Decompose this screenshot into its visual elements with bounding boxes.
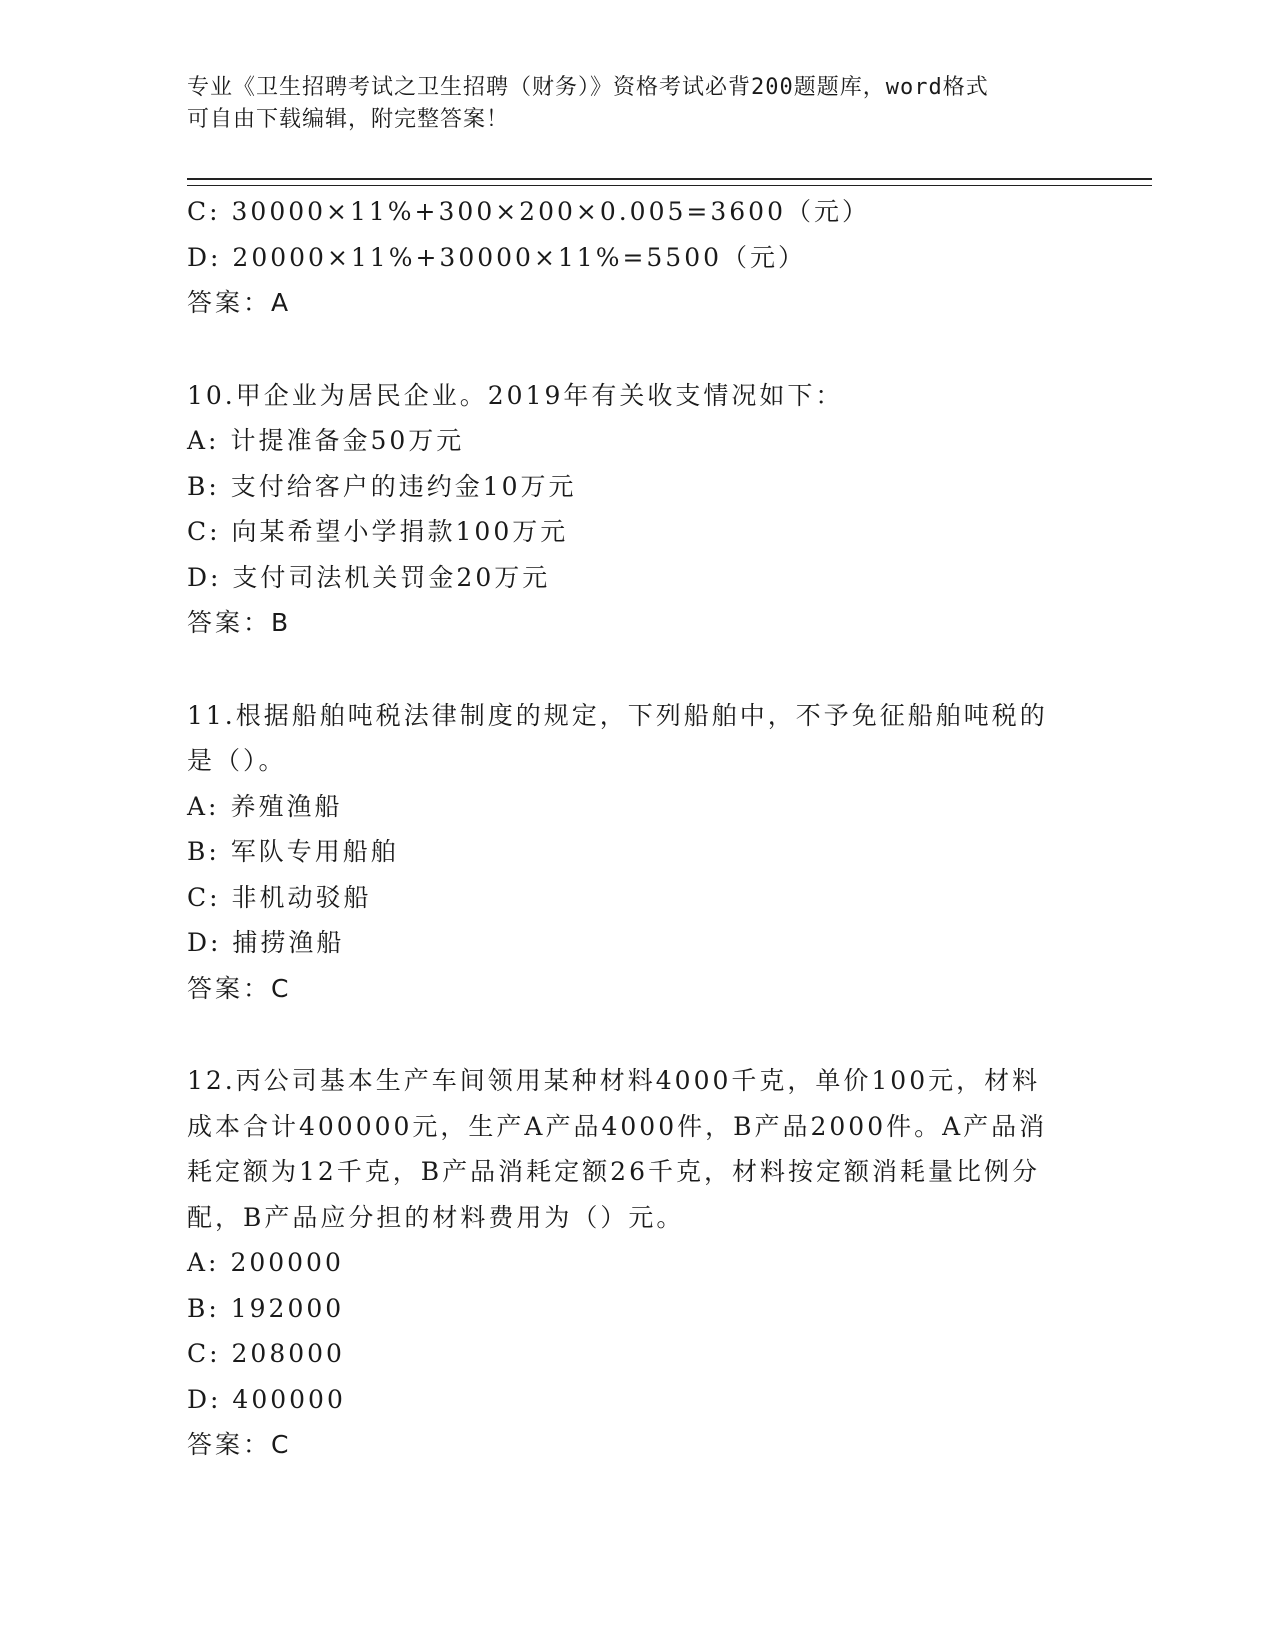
option-text: 200000 bbox=[230, 1248, 344, 1277]
option-text: 208000 bbox=[231, 1339, 345, 1368]
option-text: 捕捞渔船 bbox=[232, 928, 345, 957]
option-d bbox=[187, 920, 1087, 966]
question-stem: 10.甲企业为居民企业。2019年有关收支情况如下： bbox=[187, 380, 844, 410]
option-label: D: bbox=[187, 928, 222, 957]
option-b bbox=[187, 1286, 1087, 1332]
question-stem: 11.根据船舶吨税法律制度的规定，下列船舶中，不予免征船舶吨税的 bbox=[187, 700, 1048, 730]
header-title-line-1: 专业《卫生招聘考试之卫生招聘（财务）》资格考试必背200题题库，word格式 bbox=[187, 75, 989, 100]
option-a bbox=[187, 1240, 1087, 1286]
answer-line: 答案：A bbox=[187, 288, 292, 317]
question-12 bbox=[187, 1058, 1087, 1468]
option-c bbox=[187, 1331, 1087, 1377]
header-title-line-2: 可自由下载编辑，附完整答案！ bbox=[187, 107, 510, 132]
option-text: 30000×11%+300×200×0.005=3600（元） bbox=[231, 197, 870, 226]
option-label: B: bbox=[187, 1293, 220, 1323]
question-stem: 是（）。 bbox=[187, 746, 287, 775]
option-text: 计提准备金50万元 bbox=[230, 426, 465, 455]
question-stem: 成本合计400000元，生产A产品4000件，B产品2000件。A产品消 bbox=[187, 1111, 1048, 1141]
option-label: C: bbox=[187, 517, 221, 546]
option-b bbox=[187, 829, 1087, 875]
question-list bbox=[187, 189, 1087, 1468]
option-label: C: bbox=[187, 197, 221, 226]
option-text: 192000 bbox=[230, 1293, 345, 1323]
answer-line: 答案：C bbox=[187, 1430, 292, 1459]
option-text: 养殖渔船 bbox=[230, 791, 343, 821]
option-label: A: bbox=[187, 791, 220, 821]
document-header bbox=[187, 72, 1067, 136]
previous-question-tail bbox=[187, 189, 1087, 326]
option-text: 20000×11%+30000×11%=5500（元） bbox=[232, 242, 807, 272]
option-d bbox=[187, 1377, 1087, 1423]
option-label: A: bbox=[187, 426, 220, 455]
option-text: 支付给客户的违约金10万元 bbox=[230, 471, 577, 501]
option-text: 向某希望小学捐款100万元 bbox=[231, 517, 569, 546]
option-c bbox=[187, 509, 1087, 555]
option-text: 军队专用船舶 bbox=[230, 837, 399, 866]
answer-line: 答案：B bbox=[187, 608, 292, 637]
answer-line: 答案：C bbox=[187, 973, 292, 1003]
option-text: 支付司法机关罚金20万元 bbox=[232, 562, 551, 592]
option-d bbox=[187, 555, 1087, 601]
option-label: C: bbox=[187, 1339, 221, 1368]
option-c bbox=[187, 875, 1087, 921]
option-label: D: bbox=[187, 1384, 222, 1414]
question-11 bbox=[187, 693, 1087, 1012]
option-c bbox=[187, 189, 1087, 235]
option-a bbox=[187, 784, 1087, 830]
question-stem: 耗定额为12千克，B产品消耗定额26千克，材料按定额消耗量比例分 bbox=[187, 1157, 1040, 1186]
question-10 bbox=[187, 373, 1087, 646]
question-stem: 配，B产品应分担的材料费用为（）元。 bbox=[187, 1202, 685, 1232]
header-divider bbox=[187, 178, 1152, 186]
option-b bbox=[187, 464, 1087, 510]
option-text: 非机动驳船 bbox=[231, 882, 372, 912]
option-label: D: bbox=[187, 562, 222, 592]
option-label: D: bbox=[187, 242, 222, 272]
question-stem: 12.丙公司基本生产车间领用某种材料4000千克，单价100元，材料 bbox=[187, 1066, 1041, 1095]
option-d bbox=[187, 235, 1087, 281]
option-a bbox=[187, 418, 1087, 464]
option-text: 400000 bbox=[232, 1384, 346, 1414]
option-label: C: bbox=[187, 882, 221, 912]
option-label: B: bbox=[187, 471, 220, 501]
option-label: A: bbox=[187, 1248, 220, 1277]
option-label: B: bbox=[187, 837, 220, 866]
